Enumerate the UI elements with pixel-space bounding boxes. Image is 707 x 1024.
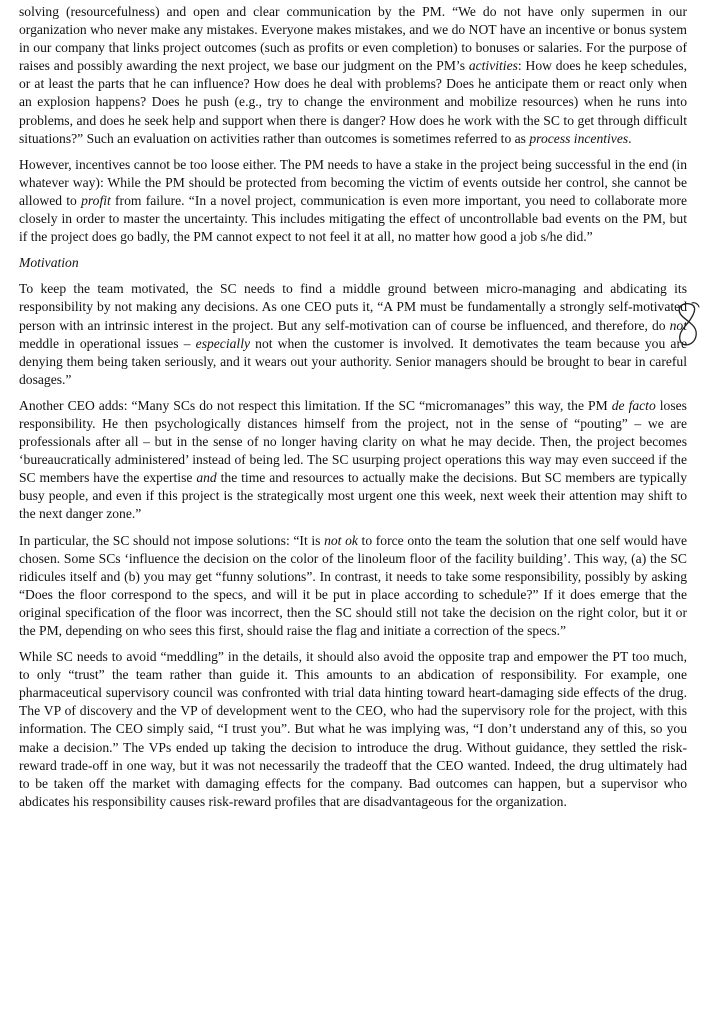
paragraph-impose-solutions: [19, 532, 687, 641]
section-heading-motivation: Motivation: [19, 255, 79, 271]
text-run: To keep the team motivated, the SC needs to find a middle ground between micro-managing and abdicating its responsibility by not making any decisions. As one CEO puts it, “A PM must be fundamentally a strongly self-motivated person with an intrinsic interest in the project. But any self-motivation can of course be influenced, and therefore, do: [19, 281, 687, 333]
italic-text-run: not ok: [324, 532, 358, 548]
text-run: meddle in operational issues –: [19, 335, 196, 351]
text-run: However, incentives cannot be too loose either. The PM needs to have a stake in the project being successful in the end (in whatever way): While the PM should be protected from becoming the victim of events outside her control, she cannot be allowed to: [19, 156, 687, 208]
italic-text-run: process incentives: [529, 130, 629, 146]
paragraph-abdication: [19, 648, 687, 811]
italic-text-run: activities: [468, 58, 518, 74]
text-run: loses responsibility. He then psychologically distances himself from the project, not in the sense of “pouting” – we are professionals after all – but in the sense of no longer having clarity on what he may decide. Then, the project becomes ‘bureaucratically administered’ instead of being led. The SC usurping project operations this way may even succeed if the SC members have the expertise: [19, 397, 687, 486]
paragraph-micromanage: [19, 397, 687, 524]
text-run: : How does he keep schedules, or at least the parts that he can influence? How does he deal with problems? Does he anticipate them or react only when an explosion happens? Does he push (e.g., try to change the environment and mobilize resources) when he runs into problems, and does he seek help and support when there is danger? How does he work with the SC to get through difficult situations?” Such an evaluation on activities rather than outcomes is sometimes referred to as: [19, 58, 687, 146]
text-run: solving (resourcefulness) and open and clear communication by the PM. “We do not have only supermen in our organization who never make any mistakes. Everyone makes mistakes, and we do NOT have an incentive or bonus system in our company that links project outcomes (such as profits or even completion) to bonuses or salaries. For the purpose of raises and possibly awarding the next project, we base our judgment on the PM’s: [19, 4, 687, 74]
paragraph-middle-ground: [19, 280, 687, 389]
text-run: In particular, the SC should not impose solutions: “It is: [19, 532, 325, 548]
paragraph-process-incentives: [19, 3, 687, 148]
handwritten-page-mark: [669, 300, 702, 352]
italic-text-run: de facto: [611, 397, 656, 413]
text-run: not when the customer is involved. It demotivates the team because you are denying them being taken seriously, and it wears out your authority. Senior managers should be brought to bear in careful dosages.”: [19, 335, 688, 387]
italic-text-run: especially: [195, 335, 251, 351]
text-run: .: [628, 130, 632, 146]
text-run: to force onto the team the solution that one self would have chosen. Some SCs ‘influence the decision on the color of the linoleum floor of the facility building’. This way, (a) the SC ridicules itself and (b) you may get “funny solutions”. In contrast, it needs to take some responsibility, possibly by asking “Does the floor correspond to the specs, and will it be put in place according to schedule?” If it does emerge that the original specification of the floor was incorrect, then the SC should still not take the decision on the right color, but it or the PM, depending on who sees this first, should raise the flag and initiate a correction of the specs.”: [19, 532, 687, 638]
text-run: Another CEO adds: “Many SCs do not respect this limitation. If the SC “micromanages” this way, the PM: [19, 397, 612, 413]
italic-text-run: not: [669, 317, 687, 333]
text-run: the time and resources to actually make the decisions. But SC members are typically busy people, and even if this project is the strategically most urgent one this week, next week their attention may shift to the next danger zone.”: [19, 470, 688, 522]
italic-text-run: and: [196, 470, 217, 486]
text-run: from failure. “In a novel project, communication is even more important, you need to collaborate more closely in order to master the uncertainty. This includes mitigating the effect of uncontrollable bad events on the PM, but if the project does go badly, the PM cannot expect to not feel it at all, no matter how good a job s/he did.”: [19, 192, 687, 245]
paragraph-incentives-loose: [19, 156, 687, 246]
text-run: While SC needs to avoid “meddling” in the details, it should also avoid the opposite trap and empower the PT too much, to only “trust” the team rather than guide it. This amounts to an abdication of responsibility. For example, one pharmaceutical supervisory council was confronted with trial data hinting toward heart-damaging side effects of the drug. The VP of discovery and the VP of development went to the CEO, who had the supervisory role for the project, with this information. The CEO simply said, “I trust you”. But what he was implying was, “I don’t understand any of this, so you make a decision.” The VPs ended up taking the decision to introduce the drug. Without guidance, they settled the risk-reward trade-off in one way, but it was not necessarily the tradeoff that the CEO wanted. Indeed, the drug ultimately had to be taken off the market with damaging effects for the company. Bad outcomes can happen, but a supervisor who abdicates his responsibility causes risk-reward profiles that are disadvantageous for the organization.: [19, 649, 687, 809]
italic-text-run: profit: [81, 192, 111, 208]
document-page: [19, 3, 687, 819]
